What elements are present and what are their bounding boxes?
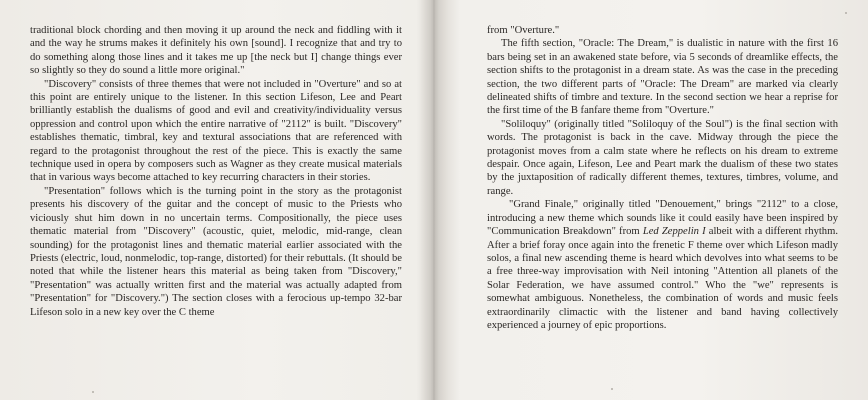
paragraph-soliloquy: "Soliloquy" (originally titled "Soliloquy of the Soul") is the final section with words. The protagonist is back in the cave. Midway through the piece the protagonist moves from a calm state where he reflects on his dream to extreme despair. Once again, Lifeson, Lee and Peart mark the dualism of these two states by the juxtaposition of radically different themes, textures, timbres, volume, and range. xyxy=(487,118,838,197)
right-page xyxy=(487,24,838,332)
paragraph-discovery: "Discovery" consists of three themes that were not included in "Overture" and so at this point are entirely unique to the listener. In this section Lifeson, Lee and Peart brilliantly establish the dualisms of good and evil and creativity/individuality versus oppression and control upon which the entire narrative of "2112" is built. "Discovery" establishes thematic, timbral, key and textural associations that are referenced with regard to the protagonist throughout the rest of the piece. This is exactly the same technique used in opera by composers such as Wagner as they create musical materials that in various ways become attached to key recurring characters in their stories. xyxy=(30,78,402,184)
paper-speck xyxy=(845,12,847,14)
finale-text-end: albeit with a different rhythm. After a brief foray once again into the frenetic F theme over which Lifeson madly solos, a final new ascending theme is heard which devolves into what seems to be a free three-way improvisation with Neil intoning "Attention all planets of the Solar Federation, we have assumed control." Who the "we" represents is somewhat ambiguous. Nonetheless, the combination of words and music feels extraordinarily climactic with the listener and band having collectively experienced a journey of epic proportions. xyxy=(487,226,838,331)
paragraph-oracle: The fifth section, "Oracle: The Dream," is dualistic in nature with the first 16 bars being set in an awakened state before, via 5 seconds of dreamlike effects, the section shifts to the protagonist in a dream state. As was the case in the preceding section, the two different parts of "Oracle: The Dream" are marked via clearly delineated shifts of timbre and texture. In the second section we hear a reprise for the first time of the B fanfare theme from "Overture." xyxy=(487,38,838,117)
paragraph-presentation: "Presentation" follows which is the turning point in the story as the protagonist presents his discovery of the guitar and the concept of music to the Priests who viciously shut him down in no uncertain terms. Compositionally, the piece uses thematic material from "Discovery" (acoustic, quiet, melodic, mid-range, clean sounding) for the protagonist lines and thematic material earlier associated with the Priests (electric, loud, nonmelodic, top-range, distorted) for their rebuttals. (It should be noted that while the listener hears this material as being taken from "Discovery," "Presentation" was actually written first and the material was actually adapted from "Presentation" for "Discovery.") The section closes with a ferocious up-tempo 32-bar Lifeson solo in a new key over the C theme xyxy=(30,185,402,318)
center-fold xyxy=(420,0,448,400)
left-page xyxy=(30,24,402,319)
album-title: Led Zeppelin I xyxy=(642,226,706,238)
paragraph-continuation: traditional block chording and then moving it up around the neck and fiddling with it and the way he strums makes it definitely his own [sound]. I recognize that and try to do something along those lines and it takes me up [the neck but I] change things ever so slightly so they do sound a little more original." xyxy=(30,25,402,77)
paragraph-continuation: from "Overture." xyxy=(487,25,560,36)
paper-speck xyxy=(611,388,613,390)
finale-text-start: "Grand Finale," originally titled "Denouement," brings "2112" to a close, introducing a new theme which sounds like it could easily have been inspired by "Communication Breakdown" from xyxy=(487,199,838,238)
paper-speck xyxy=(92,391,94,393)
paragraph-grand-finale xyxy=(487,198,838,332)
